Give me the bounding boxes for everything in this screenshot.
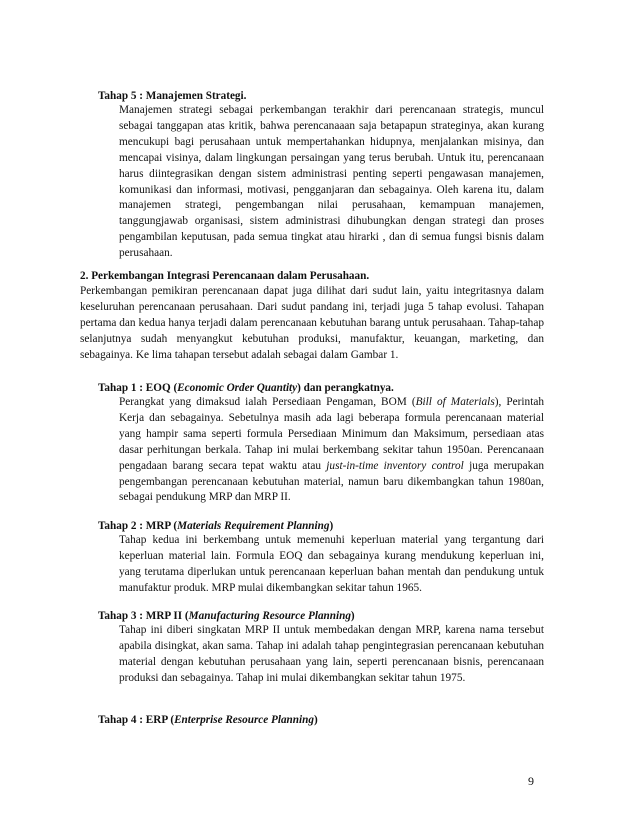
tahap1-body (119, 395, 544, 506)
tahap1-body-c: juga merupakan pengembangan perencanaan kebutuhan material, namun baru dikembangkan tahun 1980an, sebagai pendukung MRP dan MRP II. (119, 459, 544, 504)
tahap5-heading: Tahap 5 : Manajemen Strategi. (98, 90, 247, 102)
tahap4-heading-term: Enterprise Resource Planning (174, 714, 314, 726)
page-number: 9 (528, 774, 534, 788)
tahap1-heading-term: Economic Order Quantity (177, 382, 298, 394)
tahap1-body-a: Perangkat yang dimaksud ialah Persediaan Pengaman, BOM ( (119, 396, 416, 408)
tahap2-heading (98, 519, 333, 534)
tahap2-body: Tahap kedua ini berkembang untuk memenuhi keperluan material yang tergantung dari keperluan material lain. Formula EOQ dan sebagainya kurang mendukung keperluan ini, yang terutama diperlukan untuk perencanaan keperluan bahan mentah dan pendukung untuk manufaktur produk. MRP mulai dikembangkan sekitar tahun 1965. (119, 534, 544, 594)
tahap2-heading-term: Materials Requirement Planning (177, 520, 330, 532)
tahap1-heading (98, 381, 394, 396)
tahap1-heading-suffix: ) dan perangkatnya. (297, 382, 394, 394)
tahap4-heading (98, 713, 318, 728)
tahap3-heading-term: Manufacturing Resource Planning (188, 610, 351, 622)
tahap1-body-b: ), Perintah Kerja dan sebagainya. Sebetulnya masih ada lagi beberapa formula perencanaan material yang hampir sama seperti formula Persediaan Minimum dan Maksimum, persediaan atas dasar perhitungan berkala. Tahap ini mulai berkembang sekitar tahun 1950an. Perencanaan pengadaan barang secara tepat waktu atau (119, 396, 545, 472)
tahap3-heading-prefix: Tahap 3 : MRP II ( (98, 610, 189, 622)
section2-body: Perkembangan pemikiran perencanaan dapat juga dilihat dari sudut lain, yaitu integritasnya dalam keseluruhan perencanaan perusahaan. Dari sudut pandang ini, terjadi juga 5 tahap evolusi. Tahapan pertama dan kedua hanya terjadi dalam perencanaan kebutuhan barang untuk perusahaan. Tahap-tahap selanjutnya sudah menyangkut kebutuhan produksi, manufaktur, keuangan, marketing, dan sebagainya. Ke lima tahapan tersebut adalah sebagai dalam Gambar 1. (80, 285, 544, 361)
tahap3-heading (98, 609, 355, 624)
tahap2-heading-suffix: ) (329, 520, 334, 532)
tahap1-heading-prefix: Tahap 1 : EOQ ( (98, 382, 178, 394)
tahap1-body-term-jit: just-in-time inventory control (326, 459, 464, 472)
tahap4-heading-suffix: ) (313, 714, 318, 726)
tahap2-heading-prefix: Tahap 2 : MRP ( (98, 520, 178, 532)
section2-heading: 2. Perkembangan Integrasi Perencanaan dalam Perusahaan. (80, 270, 370, 282)
tahap4-heading-prefix: Tahap 4 : ERP ( (98, 714, 175, 726)
tahap3-heading-suffix: ) (350, 610, 355, 622)
tahap5-body: Manajemen strategi sebagai perkembangan terakhir dari perencanaan strategis, muncul sebagai tanggapan atas kritik, bahwa perencanaaan saja betapapun strateginya, akan kurang mencukupi bagi perusahaan untuk mempertahankan hidupnya, menjalankan misinya, dan mencapai visinya, dalam lingkungan persaingan yang terus berubah. Untuk itu, perencanaan harus diintegrasikan dengan sistem administrasi penting seperti pengawasan manajemen, komunikasi dan informasi, motivasi, pengganjaran dan sebagainya. Oleh karena itu, dalam manajemen strategi, pengembangan nilai perusahaan, kemampuan manajemen, tanggungjawab organisasi, sistem administrasi dihubungkan dengan strategi dan proses pengambilan keputusan, pada semua tingkat atau hirarki , dan di semua fungsi bisnis dalam perusahaan. (119, 104, 544, 260)
tahap1-body-term-bom: Bill of Materials (415, 396, 495, 408)
tahap3-body: Tahap ini diberi singkatan MRP II untuk membedakan dengan MRP, karena nama tersebut apabila disingkat, akan sama. Tahap ini adalah tahap pengintegrasian perencanaan kebutuhan material dengan kebutuhan perusahaan yang lain, seperti perencanaan bisnis, perencanaan produksi dan sebagainya. Tahap ini mulai dikembangkan sekitar tahun 1975. (119, 624, 544, 684)
